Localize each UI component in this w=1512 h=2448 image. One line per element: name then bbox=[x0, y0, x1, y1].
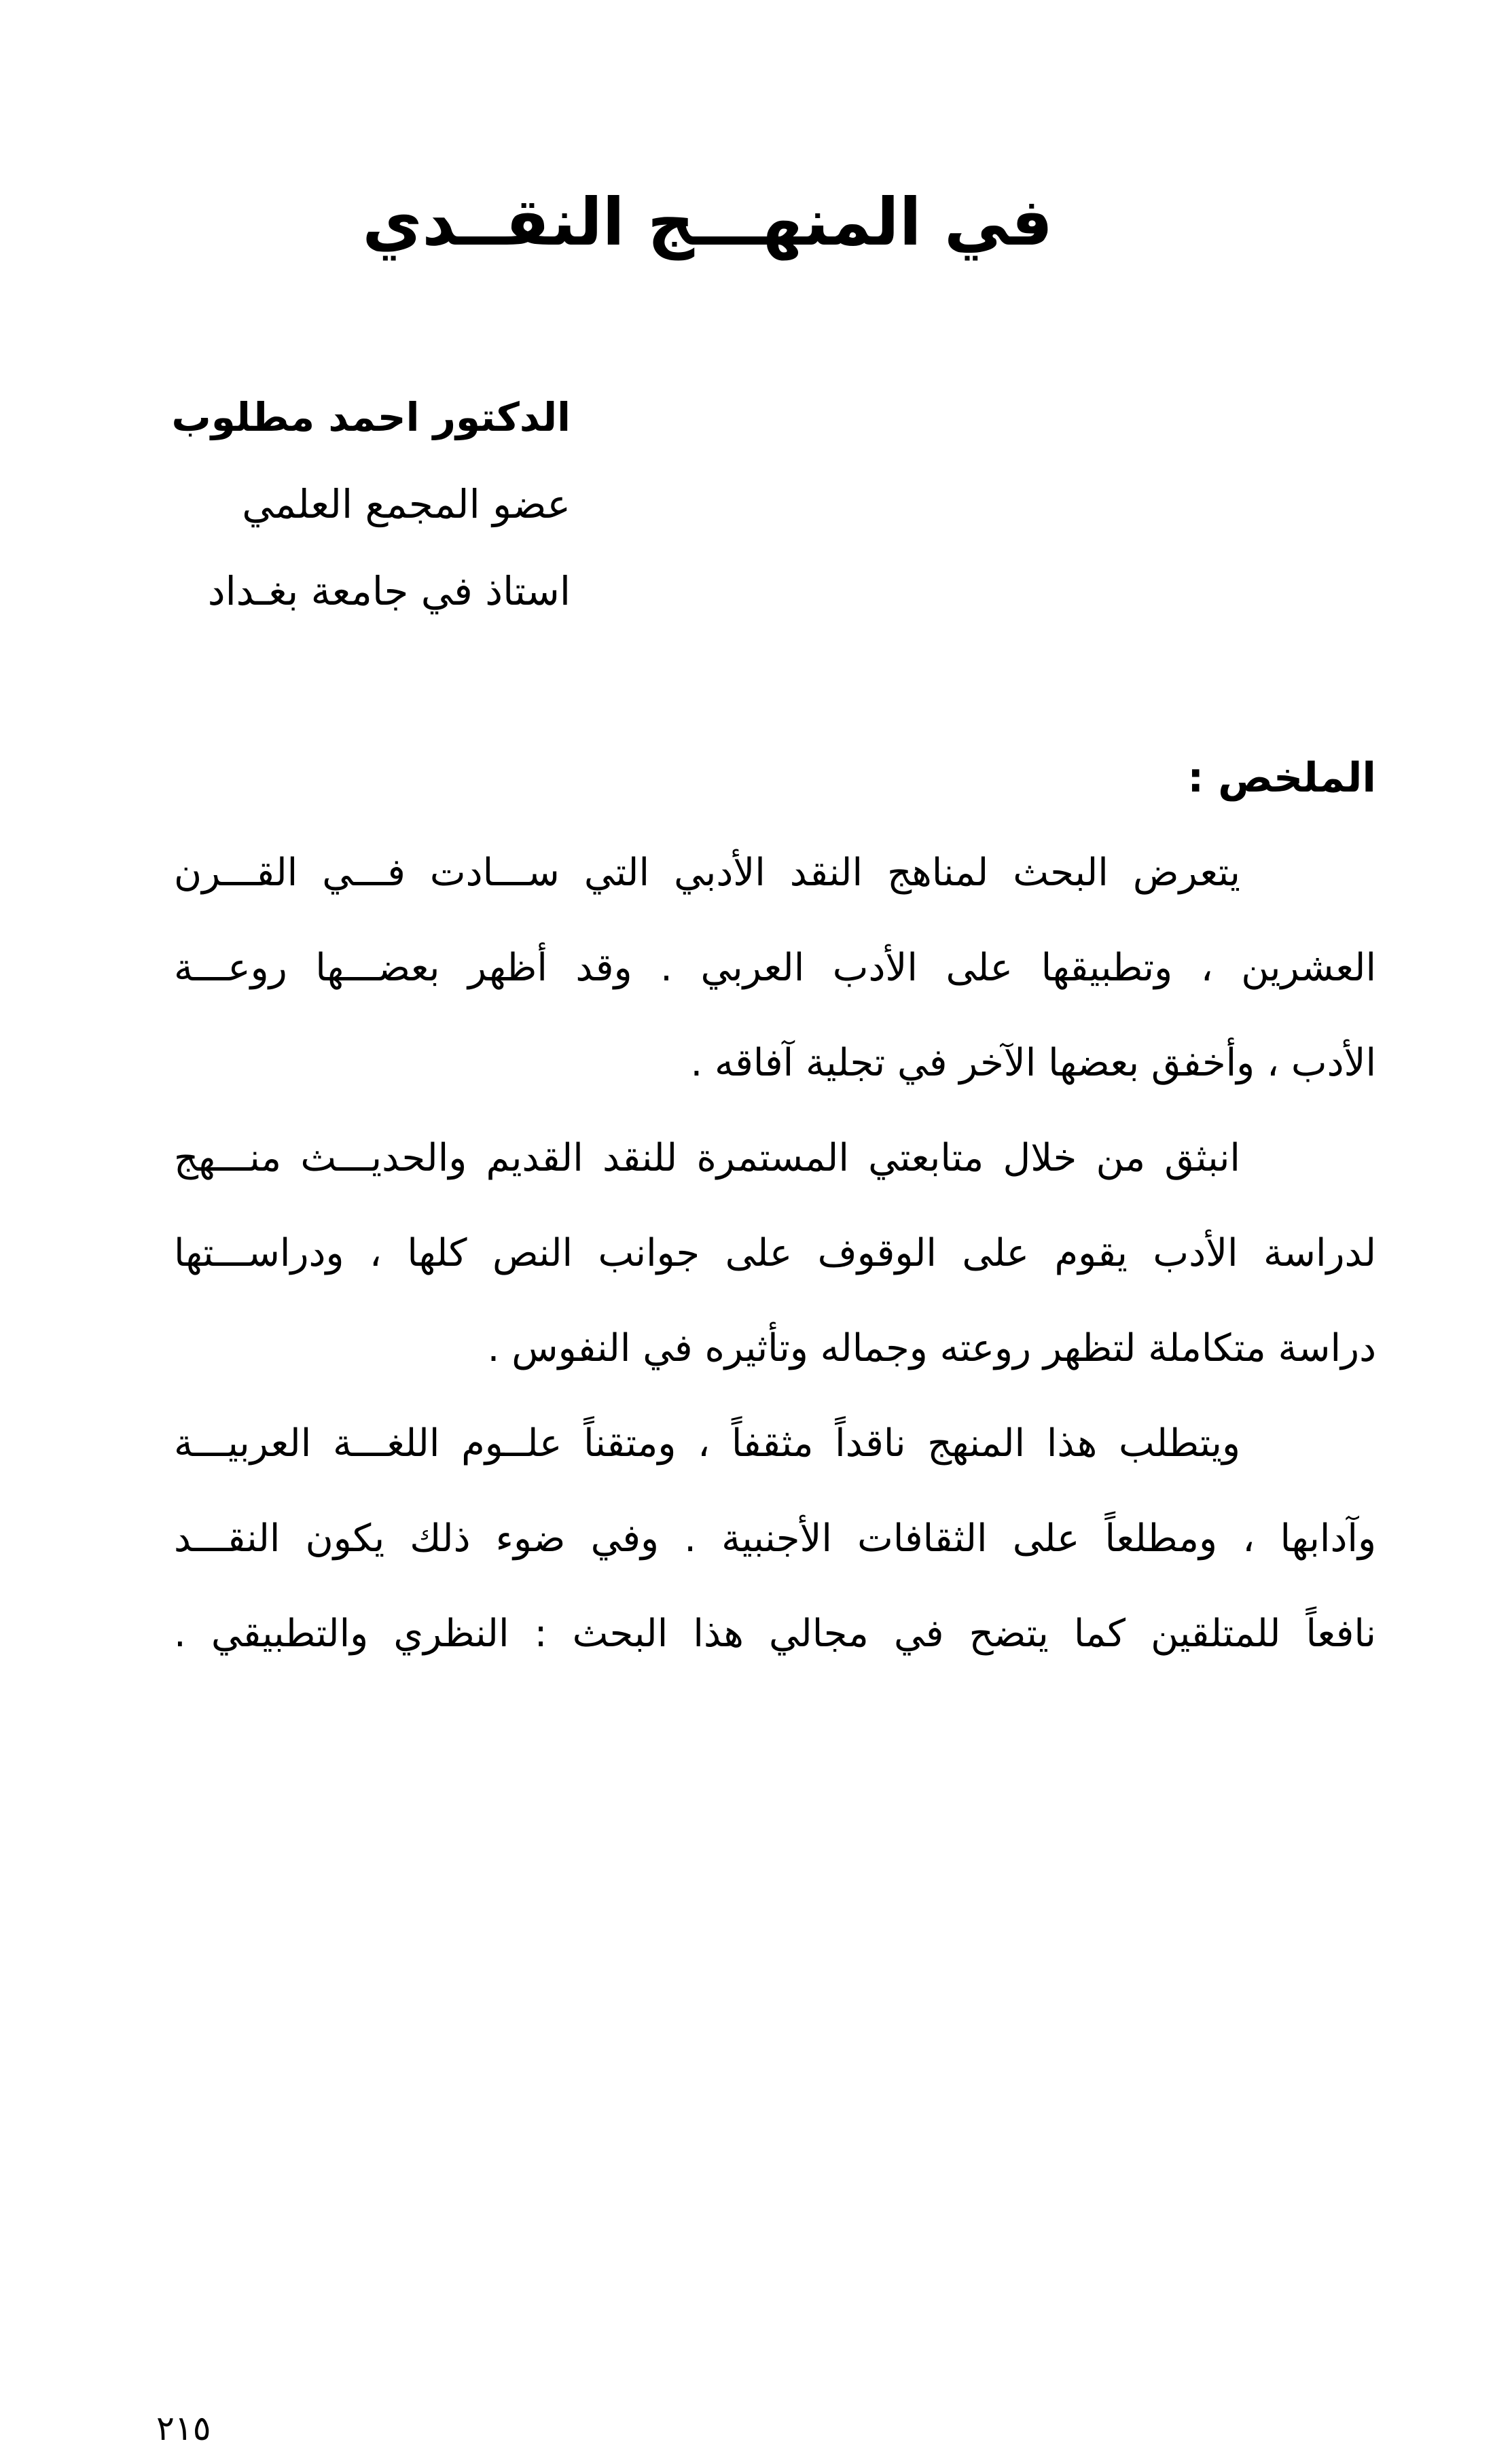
paragraph-line: الأدب ، وأخفق بعضها الآخر في تجلية آفاقه . bbox=[690, 1041, 1376, 1085]
paragraph-line: العشرين ، وتطبيقها على الأدب العربي . وقد أظهر بعضـــها روعـــة bbox=[174, 946, 1376, 990]
author-block bbox=[136, 391, 571, 652]
author-affiliation: استاذ في جامعة بغـداد bbox=[207, 568, 571, 614]
abstract-paragraph-1 bbox=[174, 826, 1376, 1111]
abstract-heading: الملخص : bbox=[1187, 754, 1376, 802]
paragraph-line: نافعاً للمتلقين كما يتضح في مجالي هذا البحث : النظري والتطبيقي . bbox=[174, 1612, 1376, 1656]
paragraph-line: انبثق من خلال متابعتي المستمرة للنقد القديم والحديـــث منـــهج bbox=[174, 1136, 1240, 1180]
paragraph-line: لدراسة الأدب يقوم على الوقوف على جوانب النص كلها ، ودراســـتها bbox=[174, 1231, 1376, 1275]
article-title: في المنهـــج النقــدي bbox=[362, 184, 1053, 260]
paragraph-line: ويتطلب هذا المنهج ناقداً مثقفاً ، ومتقناً علــوم اللغـــة العربيـــة bbox=[174, 1421, 1240, 1466]
abstract-paragraph-2 bbox=[174, 1111, 1376, 1396]
abstract-paragraph-3 bbox=[174, 1396, 1376, 1682]
author-position: عضو المجمع العلمي bbox=[242, 481, 571, 527]
paragraph-line: دراسة متكاملة لتظهر روعته وجماله وتأثيره في النفوس . bbox=[487, 1326, 1376, 1370]
paragraph-line: يتعرض البحث لمناهج النقد الأدبي التي ســـادت فـــي القـــرن bbox=[174, 851, 1240, 895]
author-name: الدكتور احمد مطلوب bbox=[171, 394, 571, 440]
page-number: ٢١٥ bbox=[156, 2409, 211, 2448]
paragraph-line: وآدابها ، ومطلعاً على الثقافات الأجنبية . وفي ضوء ذلك يكون النقـــد bbox=[174, 1516, 1376, 1561]
